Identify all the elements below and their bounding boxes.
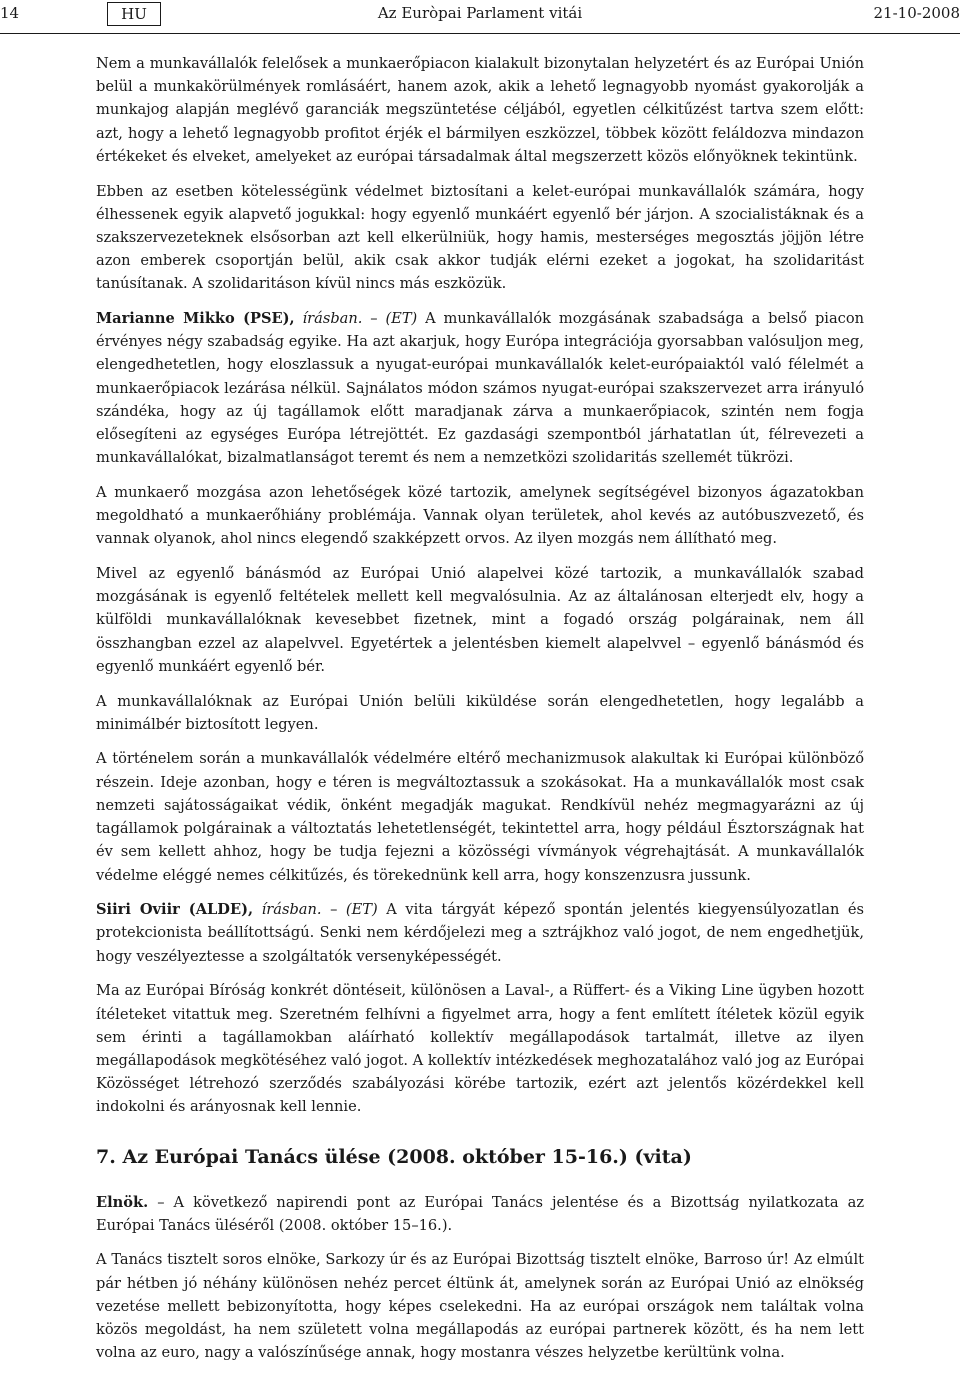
paragraph: A munkaerő mozgása azon lehetőségek közé tartozik, amelynek segítségével bizonyos ágazatokban megoldható a munkaerőhiány problémája. Vannak olyan területek, ahol kevés az autóbuszvezető, és vannak olyanok, ahol nincs elegendő szakképzett orvos. Az ilyen mozgás nem állítható meg. [96, 483, 864, 548]
paragraph: Ma az Európai Bíróság konkrét döntéseit, különösen a Laval-, a Rüffert- és a Viking Line ügyben hozott ítéleteket vitattuk meg. Szeretném felhívni a figyelmet arra, hogy a fent említett ítéletek közül egyik sem érinti a tagállamokban aláírható kollektív megállapodások tartalmát, illetve az ilyen megállapodások megkötéséhez való jogot. A kollektív intézkedések meghozatalához való jog az Európai Közösséget létrehozó szerződés szabályozási körébe tartozik, ezért azt jelentős közérdekkel kell indokolni és arányosnak kell lennie. [96, 982, 864, 1116]
header-rule [0, 33, 960, 34]
speaker-role: írásban. [261, 901, 322, 919]
paragraph: A munkavállalóknak az Európai Unión belüli kiküldése során elengedhetetlen, hogy legalább a minimálbér biztosított legyen. [96, 692, 864, 733]
language-tag: (ET) [345, 901, 378, 919]
paragraph: Siiri Oviir (ALDE), írásban. – (ET) A vita tárgyát képező spontán jelentés kiegyensúlyozatlan és protekcionista beállítottságú. Senki nem kérdőjelezi meg a sztrájkhoz való jogot, de nem engedhetjük, hogy veszélyeztesse a szolgáltatók versenyképességét. [96, 901, 865, 965]
section-heading: 7. Az Európai Tanács ülése (2008. október 15-16.) (vita) [96, 1145, 692, 1168]
speaker-name: Siiri Oviir (ALDE), [96, 901, 254, 919]
speaker-role: írásban. [302, 310, 363, 328]
paragraph: Marianne Mikko (PSE), írásban. – (ET) A munkavállalók mozgásának szabadsága a belső piacon érvényes négy szabadság egyike. Ha azt akarjuk, hogy Európa integrációja gyorsabban valósuljon meg, elengedhetetlen, hogy eloszlassuk a nyugat-európai munkavállalók kelet-európaiaktól való félelmét a munkaerőpiacok lezárása nélkül. Sajnálatos módon számos nyugat-európai szakszervezet arra irányuló szándéka, hogy az új tagállamok előtt maradjanak zárva a munkaerőpiacok, szintén nem fogja elősegíteni az egységes Európa létrejöttét. Ez gazdasági szempontból járhatatlan út, félrevezeti a munkavállalókat, bizalmatlanságot teremt és nem a nemzetközi szolidaritás szellemét tükrözi. [96, 310, 865, 467]
paragraph: Mivel az egyenlő bánásmód az Európai Unió alapelvei közé tartozik, a munkavállalók szabad mozgásának is egyenlő feltételek mellett kell megvalósulnia. Az az általánosan elterjedt elv, hogy a külföldi munkavállalóknak kevesebbet fizetnek, mint a fogadó ország polgárainak, nem áll összhangban ezzel az alapelvvel. Egyetértek a jelentésben kiemelt alapelvvel – egyenlő bánásmód és egyenlő munkáért egyenlő bér. [96, 565, 864, 675]
paragraph: A történelem során a munkavállalók védelmére eltérő mechanizmusok alakultak ki Európai különböző részein. Ideje azonban, hogy e téren is megváltoztassuk a szokásokat. Ha a munkavállalók most csak nemzeti sajátosságaikat védik, önként megadják magukat. Rendkívül nehéz megmagyarázni az új tagállamok polgárainak a változtatás lehetetlenségét, tekintettel arra, hogy például Észtországnak hat év sem kellett ahhoz, hogy be tudja fejezni a közösségi vívmányok végrehajtását. A munkavállalók védelme eléggé nemes célkitűzés, és törekednünk kell arra, hogy konszenzusra jussunk. [96, 750, 864, 884]
paragraph: A Tanács tisztelt soros elnöke, Sarkozy úr és az Európai Bizottság tisztelt elnöke, Barroso úr! Az elmúlt pár hétben jó néhány különösen nehéz percet éltünk át, amelynek során az Európai Unió az elnökség vezetése mellett bebizonyította, hogy képes cselekedni. Ha az európai országok nem találtak volna közös megoldást, ha nem született volna megállapodás az európai partnerek között, és ha nem lett volna az euro, nagy a valószínűsége annak, hogy mostanra vészes helyzetbe kerültünk volna. [96, 1251, 864, 1362]
document-body [96, 52, 864, 1376]
speaker-name: Elnök. [96, 1193, 149, 1211]
paragraph: Ebben az esetben kötelességünk védelmet biztosítani a kelet-európai munkavállalók számára, hogy élhessenek egyik alapvető jogukkal: hogy egyenlő munkáért egyenlő bér járjon. A szocialistáknak és a szakszervezeteknek elsősorban azt kell elkerülniük, hogy hamis, mesterséges megosztás jöjjön létre azon emberek csoportján belül, akik csak akkor tudják elérni ezeket a jogokat, ha szolidaritást tanúsítanak. A szolidaritáson kívül nincs más eszközük. [96, 182, 864, 293]
language-badge: HU [107, 2, 161, 26]
page-number: 14 [0, 4, 20, 22]
document-title: Az Euròpai Parlament vitái [377, 4, 583, 22]
paragraph: Nem a munkavállalók felelősek a munkaerőpiacon kialakult bizonytalan helyzetért és az Európai Unión belül a munkakörülmények romlásáért, hanem azok, akik a lehető legnagyobb nyomást gyakorolják a munkajog alapján meglévő garanciák megszüntetése céljából, egyetlen célkitűzést tartva szem előtt: azt, hogy a lehető legnagyobb profitot érjék el bármilyen eszközzel, többek között feláldozva mindazon értékeket és elveket, amelyeket az európai társadalmak által megszerzett közös előnyöknek tekintünk. [96, 55, 864, 165]
document-date: 21-10-2008 [873, 4, 960, 22]
paragraph: Elnök. – A következő napirendi pont az Európai Tanács jelentése és a Bizottság nyilatkozata az Európai Tanács üléséről (2008. október 15–16.). [96, 1193, 865, 1234]
speaker-name: Marianne Mikko (PSE), [96, 310, 295, 328]
language-tag: (ET) [385, 310, 418, 328]
page-header [0, 0, 960, 28]
